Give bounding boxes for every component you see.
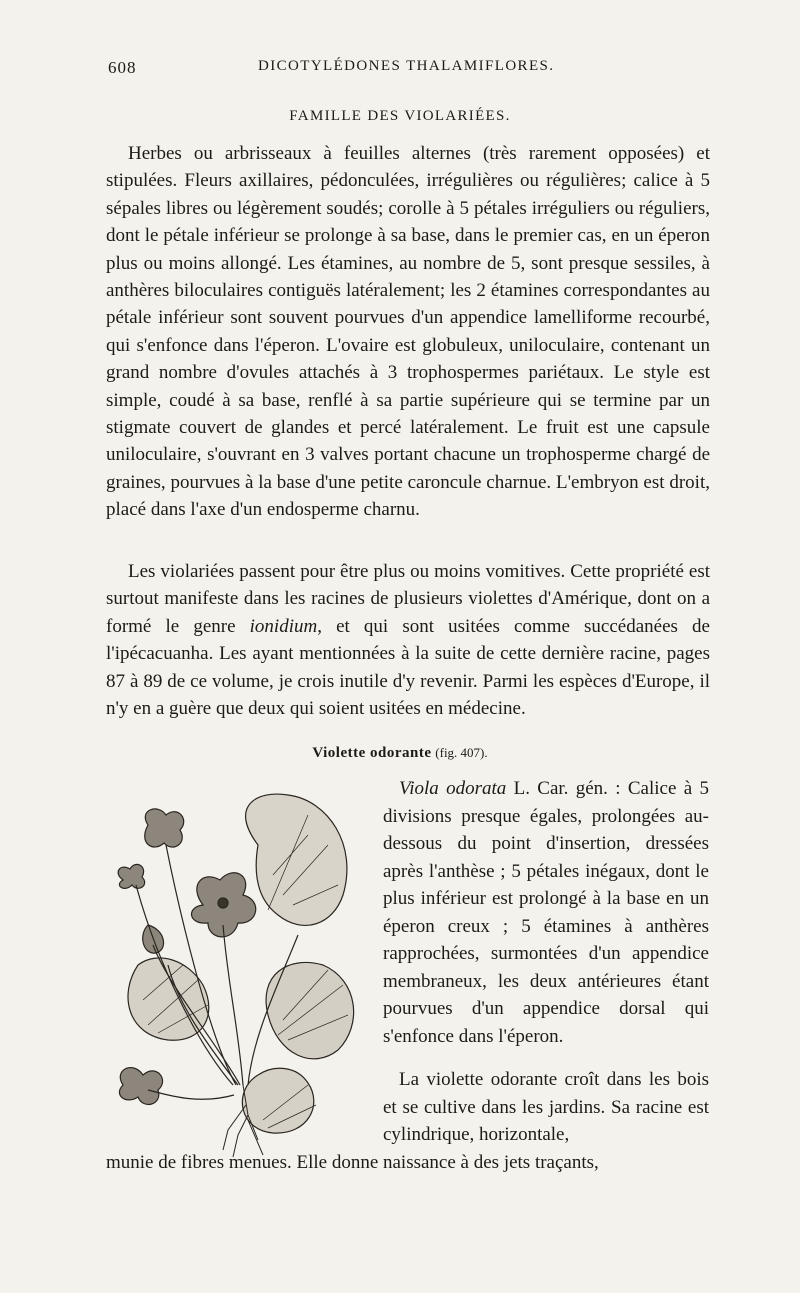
flower-top-left [145, 809, 184, 847]
latin-name: Viola odorata [399, 778, 507, 799]
leaf-top-right [246, 794, 347, 925]
species-description-text: L. Car. gén. : Calice à 5 divisions presque égales, prolongées au-dessous du point d'insertion, dressées après l'anthèse ; 5 pétales inégaux, dont le plus inférieur est prolongé à la base en un éperon creux ; 5 étamines à anthères rapprochées, surmontées d'un appendice membraneux, les deux antérieures étant pourvues d'un appendice dorsal qui s'enfonce dans l'éperon. [383, 778, 709, 1047]
violet-illustration [108, 785, 370, 1160]
family-title: FAMILLE DES VIOLARIÉES. [289, 108, 511, 124]
flower-left [118, 864, 145, 888]
flower-bottom-left [119, 1068, 162, 1105]
species-description [383, 775, 709, 1050]
species-name: Violette odorante [312, 745, 432, 761]
species-heading [0, 745, 800, 762]
paragraph-medicinal-use [106, 558, 710, 722]
genus-name: ionidium [249, 615, 318, 637]
page-number: 608 [108, 58, 137, 77]
continuation-line: munie de fibres menues. Elle donne naissance à des jets traçants, [106, 1152, 599, 1173]
paragraph-family-description: Herbes ou arbrisseaux à feuilles alternes (très rarement opposées) et stipulées. Fleurs axillaires, pédonculées, irrégulières ou régulières; calice à 5 sépales libres ou légèrement soudés; corolle à 5 pétales irréguliers ou réguliers, dont le pétale inférieur se prolonge à sa base, dans le premier cas, en un éperon plus ou moins allongé. Les étamines, au nombre de 5, sont presque sessiles, à anthères biloculaires contiguës latéralement; les 2 étamines correspondantes au pétale inférieur sont souvent pourvues d'un appendice lamelliforme recourbé, qui s'enfonce dans l'éperon. L'ovaire est globuleux, uniloculaire, contenant un grand nombre d'ovules attachés à 3 trophospermes pariétaux. Le style est simple, coudé à sa base, renflé à sa partie supérieure qui se termine par un stigmate couvert de glandes et percé latéralement. Le fruit est une capsule uniloculaire, s'ouvrant en 3 valves portant chacune un trophosperme chargé de graines, pourvues à la base d'une petite caroncule charnue. L'embryon est droit, placé dans l'axe d'un endosperme charnu. [106, 143, 710, 521]
running-head [108, 58, 708, 82]
running-title: DICOTYLÉDONES THALAMIFLORES. [258, 58, 555, 74]
paragraph-medicinal-use-text-2: , et qui sont usitées comme succédanées de l'ipécacuanha. Les ayant mentionnées à la suite de cette dernière racine, pages 87 à 89 de ce volume, je crois inutile d'y revenir. Parmi les espèces d'Europe, il n'y en a guère que deux qui soient usitées en médecine. [106, 615, 710, 720]
habitat-description: La violette odorante croît dans les bois et se cultive dans les jardins. Sa racine est cylindrique, horizontale, [383, 1069, 709, 1145]
figure-reference: (fig. 407). [435, 745, 488, 760]
paragraph-medicinal-use-text-1: Les violariées passent pour être plus ou moins vomitives. Cette propriété est surtout manifeste dans les racines de plusieurs violettes d'Amérique, dont on a formé le genre [106, 561, 710, 637]
